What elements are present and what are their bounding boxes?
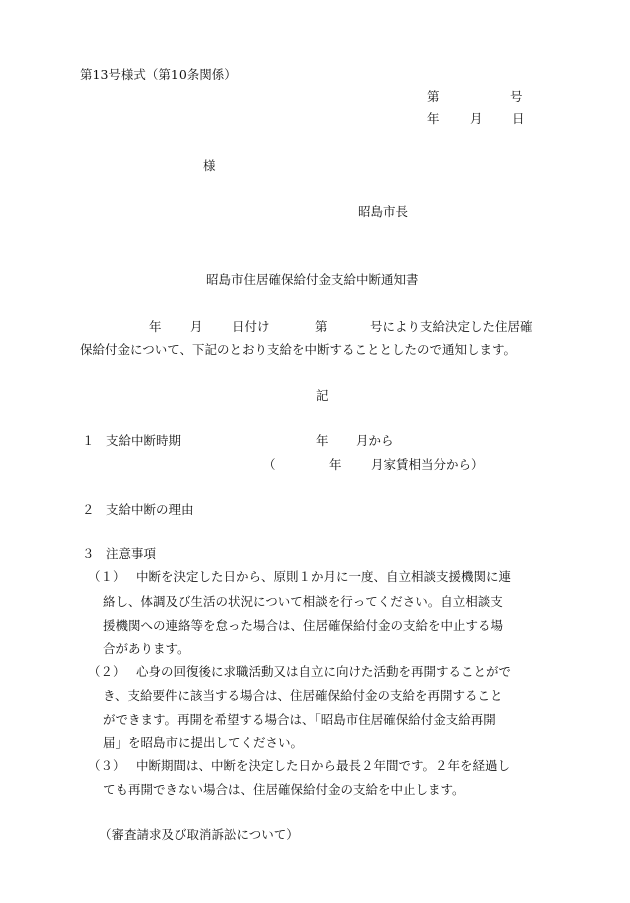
intro-line2: 保給付金について、下記のとおり支給を中断することとしたので通知します。 [80, 342, 517, 357]
note-1-line: 援機関への連絡等を怠った場合は、住居確保給付金の支給を中止する場 [103, 618, 504, 633]
date-year: 年 [427, 111, 440, 126]
item1-label: 支給中断時期 [106, 433, 182, 448]
note-2-line: 届」を昭島市に提出してください。 [103, 735, 304, 750]
note-2-line: 心身の回復後に求職活動又は自立に向けた活動を再開することがで [136, 664, 512, 679]
item3-number: ３ [82, 546, 95, 561]
item3-label: 注意事項 [106, 546, 157, 561]
item1-month-from: 月から [356, 433, 394, 448]
note-1-line: 絡し、体調及び生活の状況について相談を行ってください。自立相談支 [103, 594, 503, 609]
intro-date-suffix: 日付け [232, 319, 270, 334]
note-1-line: 中断を決定した日から、原則１か月に一度、自立相談支援機関に連 [136, 569, 512, 584]
item1-rent-from: 月家賃相当分から） [371, 457, 484, 472]
note-3-line: 中断期間は、中断を決定した日から最長２年間です。２年を経過し [136, 758, 511, 773]
item1-number: １ [82, 433, 95, 448]
doc-number-go: 号 [510, 89, 523, 104]
item1-paren-open: （ [263, 457, 276, 472]
note-1-line: 合があります。 [103, 641, 190, 656]
item2-label: 支給中断の理由 [106, 502, 194, 517]
note-2-number: （２） [88, 664, 126, 679]
note-3-number: （３） [88, 758, 126, 773]
ki-heading: 記 [316, 388, 329, 403]
date-month: 月 [470, 111, 483, 126]
intro-dai: 第 [315, 319, 328, 334]
item1-year: 年 [316, 433, 329, 448]
item2-number: ２ [82, 502, 95, 517]
item1-year2: 年 [329, 457, 342, 472]
note-1-number: （１） [88, 569, 126, 584]
sender-name: 昭島市長 [358, 204, 409, 219]
intro-month: 月 [190, 319, 203, 334]
note-2-line: き、支給要件に該当する場合は、住居確保給付金の支給を再開すること [103, 688, 503, 703]
intro-year: 年 [149, 319, 162, 334]
note-3-line: ても再開できない場合は、住居確保給付金の支給を中止します。 [103, 782, 465, 797]
addressee-sama: 様 [203, 158, 216, 173]
doc-number-dai: 第 [427, 89, 440, 104]
note-2-line: ができます。再開を希望する場合は、「昭島市住居確保給付金支給再開 [103, 712, 496, 727]
appeal-heading: （審査請求及び取消訴訟について） [99, 827, 299, 842]
intro-line1-rest: 号により支給決定した住居確 [370, 319, 533, 334]
document-title: 昭島市住居確保給付金支給中断通知書 [206, 272, 419, 287]
date-day: 日 [512, 111, 525, 126]
form-number: 第13号様式（第10条関係） [80, 67, 237, 82]
